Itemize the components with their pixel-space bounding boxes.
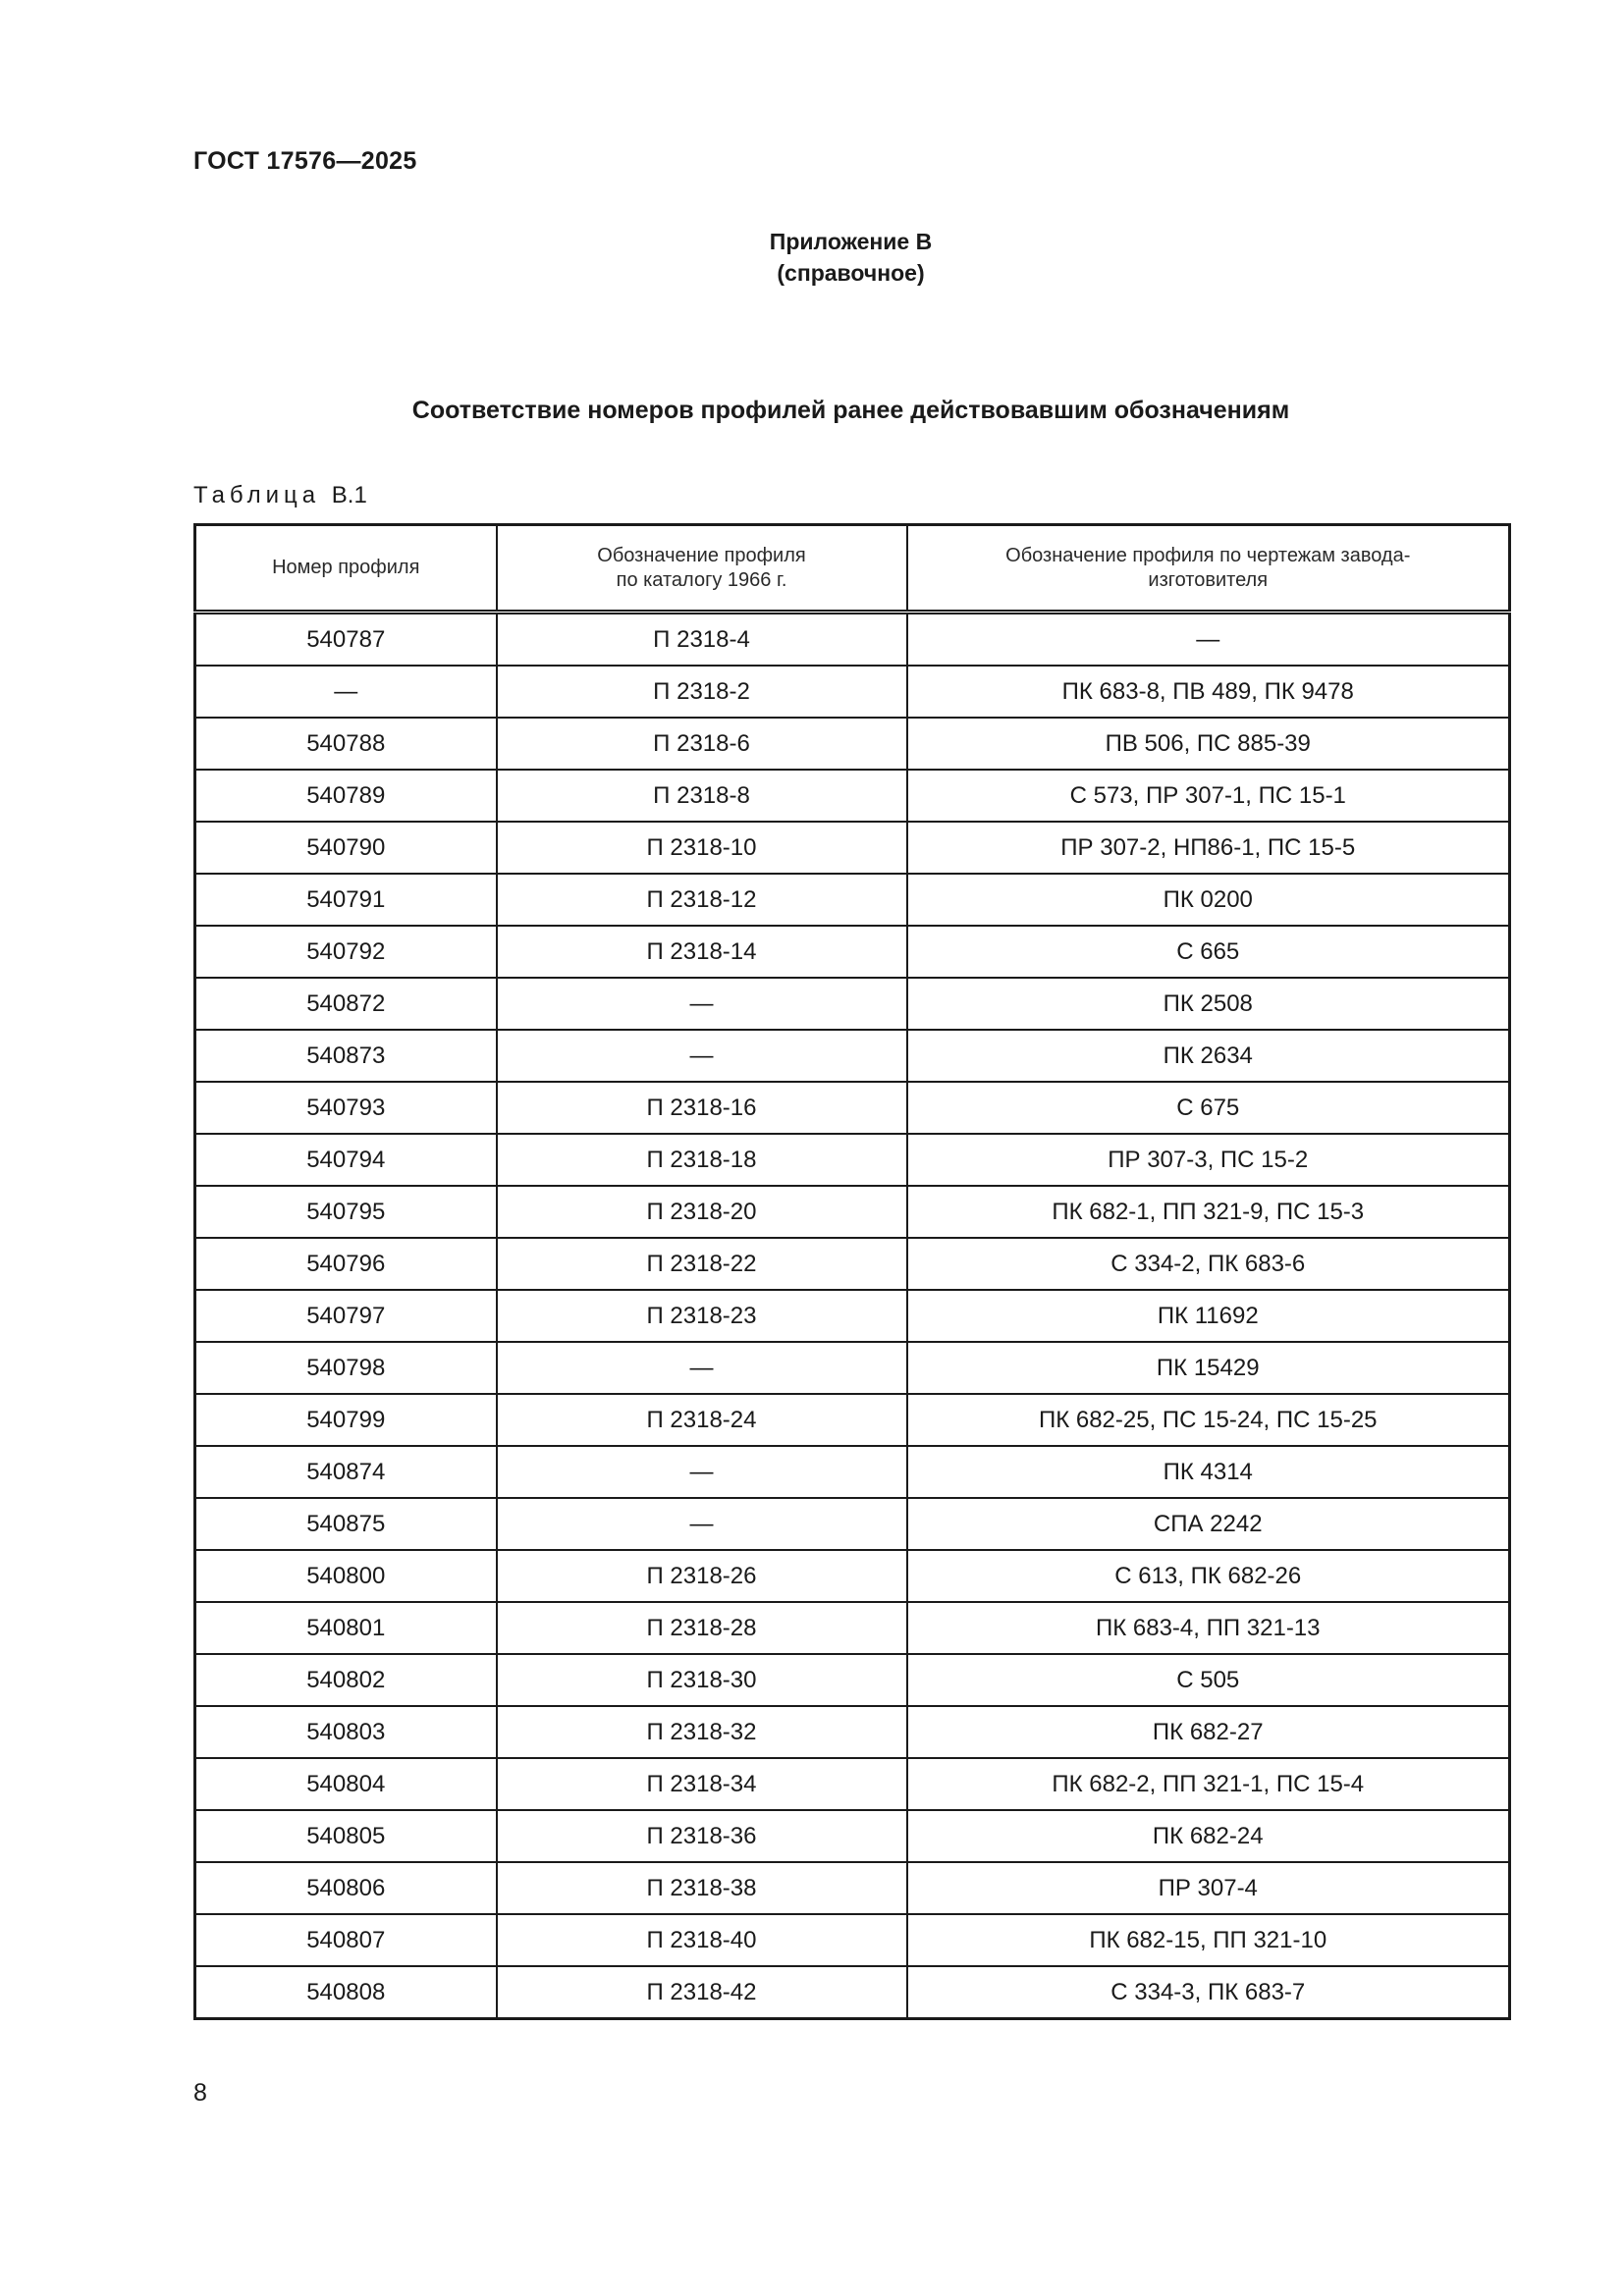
cell-profile-number: 540792 <box>195 926 497 978</box>
table-body <box>195 613 1510 2019</box>
cell-factory-designation: ПК 682-1, ПП 321-9, ПС 15-3 <box>907 1186 1510 1238</box>
cell-catalog-designation: П 2318-8 <box>497 770 907 822</box>
cell-profile-number: 540795 <box>195 1186 497 1238</box>
cell-profile-number: 540803 <box>195 1706 497 1758</box>
cell-profile-number: 540808 <box>195 1966 497 2019</box>
table-row <box>195 1810 1510 1862</box>
cell-factory-designation: ПК 682-24 <box>907 1810 1510 1862</box>
standard-id: ГОСТ 17576—2025 <box>193 147 417 175</box>
table-caption-number: В.1 <box>331 482 367 508</box>
table-row <box>195 1186 1510 1238</box>
table-row <box>195 1290 1510 1342</box>
appendix-type: (справочное) <box>777 260 925 286</box>
cell-catalog-designation: П 2318-24 <box>497 1394 907 1446</box>
cell-profile-number: 540797 <box>195 1290 497 1342</box>
cell-catalog-designation: — <box>497 1342 907 1394</box>
cell-profile-number: 540801 <box>195 1602 497 1654</box>
cell-profile-number: 540807 <box>195 1914 497 1966</box>
cell-factory-designation: С 675 <box>907 1082 1510 1134</box>
table-row <box>195 666 1510 718</box>
section-title: Соответствие номеров профилей ранее действовавшим обозначениям <box>411 397 1290 424</box>
table-row <box>195 1342 1510 1394</box>
cell-factory-designation: ПК 682-27 <box>907 1706 1510 1758</box>
cell-catalog-designation: П 2318-4 <box>497 613 907 667</box>
cell-profile-number: 540804 <box>195 1758 497 1810</box>
cell-factory-designation: ПВ 506, ПС 885-39 <box>907 718 1510 770</box>
cell-catalog-designation: — <box>497 1446 907 1498</box>
cell-catalog-designation: П 2318-40 <box>497 1914 907 1966</box>
cell-profile-number: 540793 <box>195 1082 497 1134</box>
cell-profile-number: 540806 <box>195 1862 497 1914</box>
cell-factory-designation: С 665 <box>907 926 1510 978</box>
cell-catalog-designation: — <box>497 1030 907 1082</box>
cell-catalog-designation: П 2318-18 <box>497 1134 907 1186</box>
table-row <box>195 978 1510 1030</box>
cell-catalog-designation: П 2318-23 <box>497 1290 907 1342</box>
cell-catalog-designation: П 2318-26 <box>497 1550 907 1602</box>
cell-profile-number: 540789 <box>195 770 497 822</box>
cell-factory-designation: — <box>907 613 1510 667</box>
cell-profile-number: 540875 <box>195 1498 497 1550</box>
cell-catalog-designation: П 2318-2 <box>497 666 907 718</box>
cell-profile-number: 540874 <box>195 1446 497 1498</box>
page-number: 8 <box>193 2079 207 2107</box>
table-row <box>195 1550 1510 1602</box>
table-row <box>195 1498 1510 1550</box>
cell-catalog-designation: П 2318-42 <box>497 1966 907 2019</box>
cell-profile-number: 540787 <box>195 613 497 667</box>
cell-profile-number: 540802 <box>195 1654 497 1706</box>
table-row <box>195 926 1510 978</box>
cell-catalog-designation: П 2318-34 <box>497 1758 907 1810</box>
cell-catalog-designation: П 2318-28 <box>497 1602 907 1654</box>
cell-factory-designation: ПК 683-4, ПП 321-13 <box>907 1602 1510 1654</box>
table-header-row <box>195 525 1510 613</box>
table-row <box>195 1238 1510 1290</box>
cell-catalog-designation: П 2318-14 <box>497 926 907 978</box>
cell-catalog-designation: П 2318-20 <box>497 1186 907 1238</box>
table-row <box>195 822 1510 874</box>
cell-factory-designation: ПК 0200 <box>907 874 1510 926</box>
profile-correspondence-table <box>193 523 1511 2020</box>
cell-factory-designation: С 613, ПК 682-26 <box>907 1550 1510 1602</box>
table-row <box>195 718 1510 770</box>
table-row <box>195 1654 1510 1706</box>
column-header-catalog-1966: Обозначение профиля по каталогу 1966 г. <box>497 525 907 613</box>
cell-factory-designation: С 505 <box>907 1654 1510 1706</box>
cell-catalog-designation: П 2318-6 <box>497 718 907 770</box>
cell-catalog-designation: П 2318-36 <box>497 1810 907 1862</box>
cell-profile-number: 540790 <box>195 822 497 874</box>
cell-factory-designation: ПК 683-8, ПВ 489, ПК 9478 <box>907 666 1510 718</box>
cell-factory-designation: ПК 4314 <box>907 1446 1510 1498</box>
cell-factory-designation: ПК 2634 <box>907 1030 1510 1082</box>
table-row <box>195 1446 1510 1498</box>
table-caption <box>193 482 367 509</box>
table-caption-word: Таблица <box>193 482 321 508</box>
table-row <box>195 874 1510 926</box>
cell-factory-designation: ПР 307-4 <box>907 1862 1510 1914</box>
table-row <box>195 1082 1510 1134</box>
cell-catalog-designation: — <box>497 1498 907 1550</box>
table-row <box>195 1706 1510 1758</box>
table-row <box>195 1394 1510 1446</box>
cell-factory-designation: ПР 307-3, ПС 15-2 <box>907 1134 1510 1186</box>
cell-profile-number: 540873 <box>195 1030 497 1082</box>
cell-profile-number: 540796 <box>195 1238 497 1290</box>
cell-catalog-designation: П 2318-32 <box>497 1706 907 1758</box>
cell-catalog-designation: П 2318-10 <box>497 822 907 874</box>
cell-profile-number: — <box>195 666 497 718</box>
cell-factory-designation: ПК 11692 <box>907 1290 1510 1342</box>
cell-factory-designation: ПК 682-25, ПС 15-24, ПС 15-25 <box>907 1394 1510 1446</box>
table-row <box>195 770 1510 822</box>
cell-profile-number: 540791 <box>195 874 497 926</box>
cell-profile-number: 540798 <box>195 1342 497 1394</box>
cell-factory-designation: С 334-3, ПК 683-7 <box>907 1966 1510 2019</box>
column-header-factory-drawings: Обозначение профиля по чертежам завода- изготовителя <box>907 525 1510 613</box>
cell-factory-designation: СПА 2242 <box>907 1498 1510 1550</box>
cell-factory-designation: ПК 682-2, ПП 321-1, ПС 15-4 <box>907 1758 1510 1810</box>
cell-profile-number: 540794 <box>195 1134 497 1186</box>
column-header-profile-number: Номер профиля <box>195 525 497 613</box>
cell-catalog-designation: П 2318-30 <box>497 1654 907 1706</box>
cell-factory-designation: ПК 682-15, ПП 321-10 <box>907 1914 1510 1966</box>
table-row <box>195 1134 1510 1186</box>
appendix-heading <box>0 226 1624 289</box>
cell-profile-number: 540788 <box>195 718 497 770</box>
table-row <box>195 1602 1510 1654</box>
cell-factory-designation: ПК 2508 <box>907 978 1510 1030</box>
table-row <box>195 1030 1510 1082</box>
cell-factory-designation: ПК 15429 <box>907 1342 1510 1394</box>
table-row <box>195 1914 1510 1966</box>
cell-factory-designation: С 573, ПР 307-1, ПС 15-1 <box>907 770 1510 822</box>
appendix-title: Приложение В <box>769 229 933 254</box>
table-row <box>195 1966 1510 2019</box>
cell-profile-number: 540800 <box>195 1550 497 1602</box>
cell-catalog-designation: П 2318-22 <box>497 1238 907 1290</box>
table-row <box>195 613 1510 667</box>
cell-catalog-designation: П 2318-12 <box>497 874 907 926</box>
cell-profile-number: 540872 <box>195 978 497 1030</box>
cell-catalog-designation: — <box>497 978 907 1030</box>
cell-factory-designation: С 334-2, ПК 683-6 <box>907 1238 1510 1290</box>
cell-catalog-designation: П 2318-38 <box>497 1862 907 1914</box>
cell-catalog-designation: П 2318-16 <box>497 1082 907 1134</box>
cell-factory-designation: ПР 307-2, НП86-1, ПС 15-5 <box>907 822 1510 874</box>
table-row <box>195 1758 1510 1810</box>
cell-profile-number: 540799 <box>195 1394 497 1446</box>
cell-profile-number: 540805 <box>195 1810 497 1862</box>
table-row <box>195 1862 1510 1914</box>
